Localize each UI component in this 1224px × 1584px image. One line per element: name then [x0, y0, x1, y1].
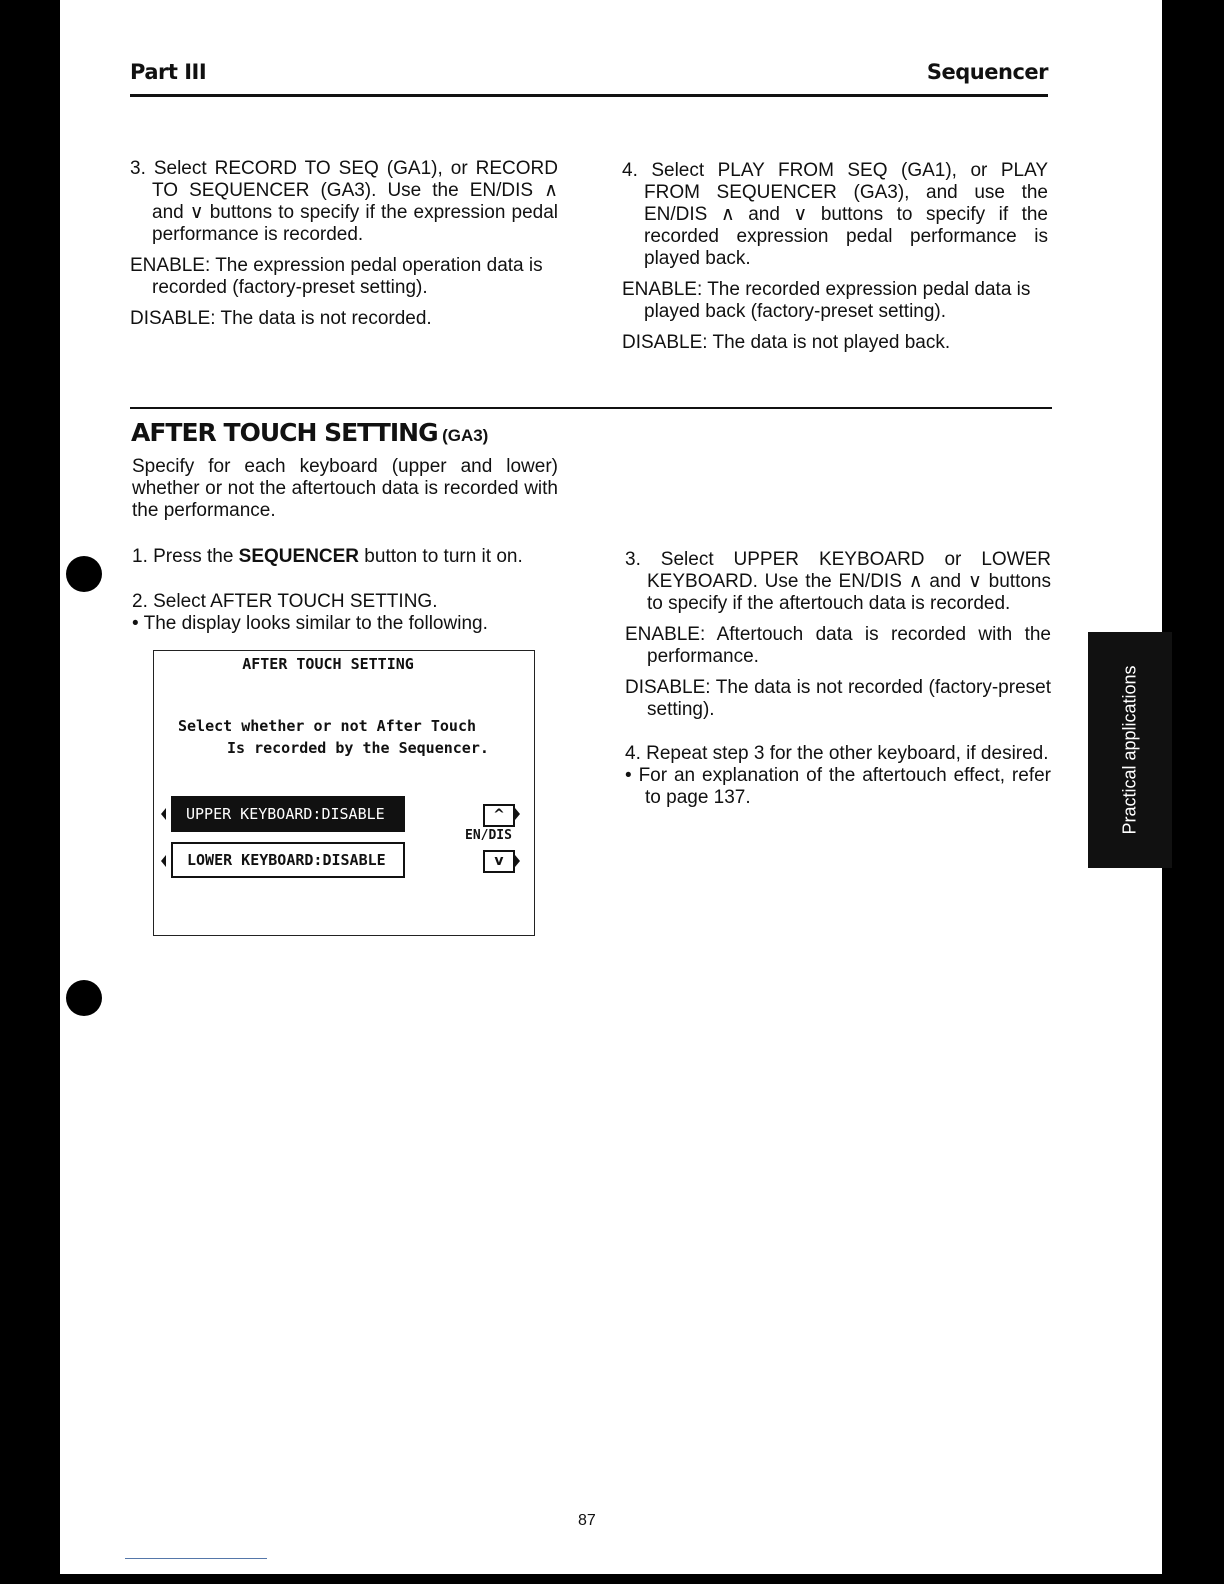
section-heading [131, 418, 488, 447]
endis-label: EN/DIS [465, 828, 512, 843]
record-disable-text: DISABLE: The data is not recorded. [130, 308, 432, 329]
binder-hole-dot [66, 980, 102, 1016]
step-2: 2. Select AFTER TOUCH SETTING. [132, 591, 438, 612]
section-rule [130, 407, 1052, 409]
play-enable-text: ENABLE: The recorded expression pedal data is played back (factory-preset setting). [622, 279, 1031, 322]
part-label: Part III [130, 60, 207, 84]
down-arrow-button[interactable]: v [483, 850, 515, 873]
step-4: 4. Repeat step 3 for the other keyboard, if desired. [625, 743, 1049, 764]
section-title: AFTER TOUCH SETTING [131, 418, 438, 447]
section-intro: Specify for each keyboard (upper and lower) whether or not the aftertouch data is recorded with the performance. [132, 456, 558, 521]
record-step: 3. Select RECORD TO SEQ (GA1), or RECORD TO SEQUENCER (GA3). Use the EN/DIS ∧ and ∨ buttons to specify if the expression pedal performance is recorded. [130, 158, 558, 245]
lower-keyboard-button[interactable]: LOWER KEYBOARD:DISABLE [171, 842, 405, 878]
up-right-arrow-icon [515, 808, 520, 820]
aftertouch-disable-text: DISABLE: The data is not recorded (factory-preset setting). [625, 677, 1051, 720]
lcd-display [153, 650, 535, 936]
header-rule [130, 94, 1048, 97]
display-note: • The display looks similar to the following. [132, 613, 488, 634]
step-3: 3. Select UPPER KEYBOARD or LOWER KEYBOARD. Use the EN/DIS ∧ and ∨ buttons to specify if the aftertouch data is recorded. [625, 549, 1051, 614]
page-number: 87 [578, 1512, 596, 1529]
section-subtitle: (GA3) [442, 426, 489, 445]
top-left-column [130, 158, 558, 330]
binder-hole-dot [66, 556, 102, 592]
footer-line [125, 1558, 267, 1559]
lcd-title: AFTER TOUCH SETTING [242, 655, 414, 673]
side-tab-label: Practical applications [1119, 665, 1140, 835]
play-step: 4. Select PLAY FROM SEQ (GA1), or PLAY FROM SEQUENCER (GA3), and use the EN/DIS ∧ and ∨ buttons to specify if the recorded expression pedal performance is played back. [622, 160, 1048, 269]
lower-left-arrow-icon [161, 855, 166, 867]
top-right-column [622, 160, 1048, 354]
left-steps [132, 546, 558, 635]
up-arrow-button[interactable]: ^ [483, 804, 515, 827]
right-steps [625, 549, 1051, 809]
lcd-line-2: Is recorded by the Sequencer. [227, 739, 489, 757]
step-1-prefix: 1. Press the [132, 546, 239, 567]
chapter-label: Sequencer [926, 60, 1048, 84]
upper-left-arrow-icon [161, 808, 166, 820]
upper-keyboard-button[interactable]: UPPER KEYBOARD:DISABLE [171, 796, 405, 832]
play-disable-text: DISABLE: The data is not played back. [622, 332, 951, 353]
aftertouch-enable-text: ENABLE: Aftertouch data is recorded with the performance. [625, 624, 1051, 667]
lcd-line-1: Select whether or not After Touch [178, 717, 477, 735]
step-1-suffix: button to turn it on. [359, 546, 523, 567]
aftertouch-reference: • For an explanation of the aftertouch effect, refer to page 137. [625, 765, 1051, 808]
lcd-border-gap [458, 651, 534, 653]
down-right-arrow-icon [515, 855, 520, 867]
record-enable-text: ENABLE: The expression pedal operation data is recorded (factory-preset setting). [130, 255, 543, 298]
sequencer-button-ref: SEQUENCER [238, 546, 360, 567]
step-1 [132, 546, 558, 568]
